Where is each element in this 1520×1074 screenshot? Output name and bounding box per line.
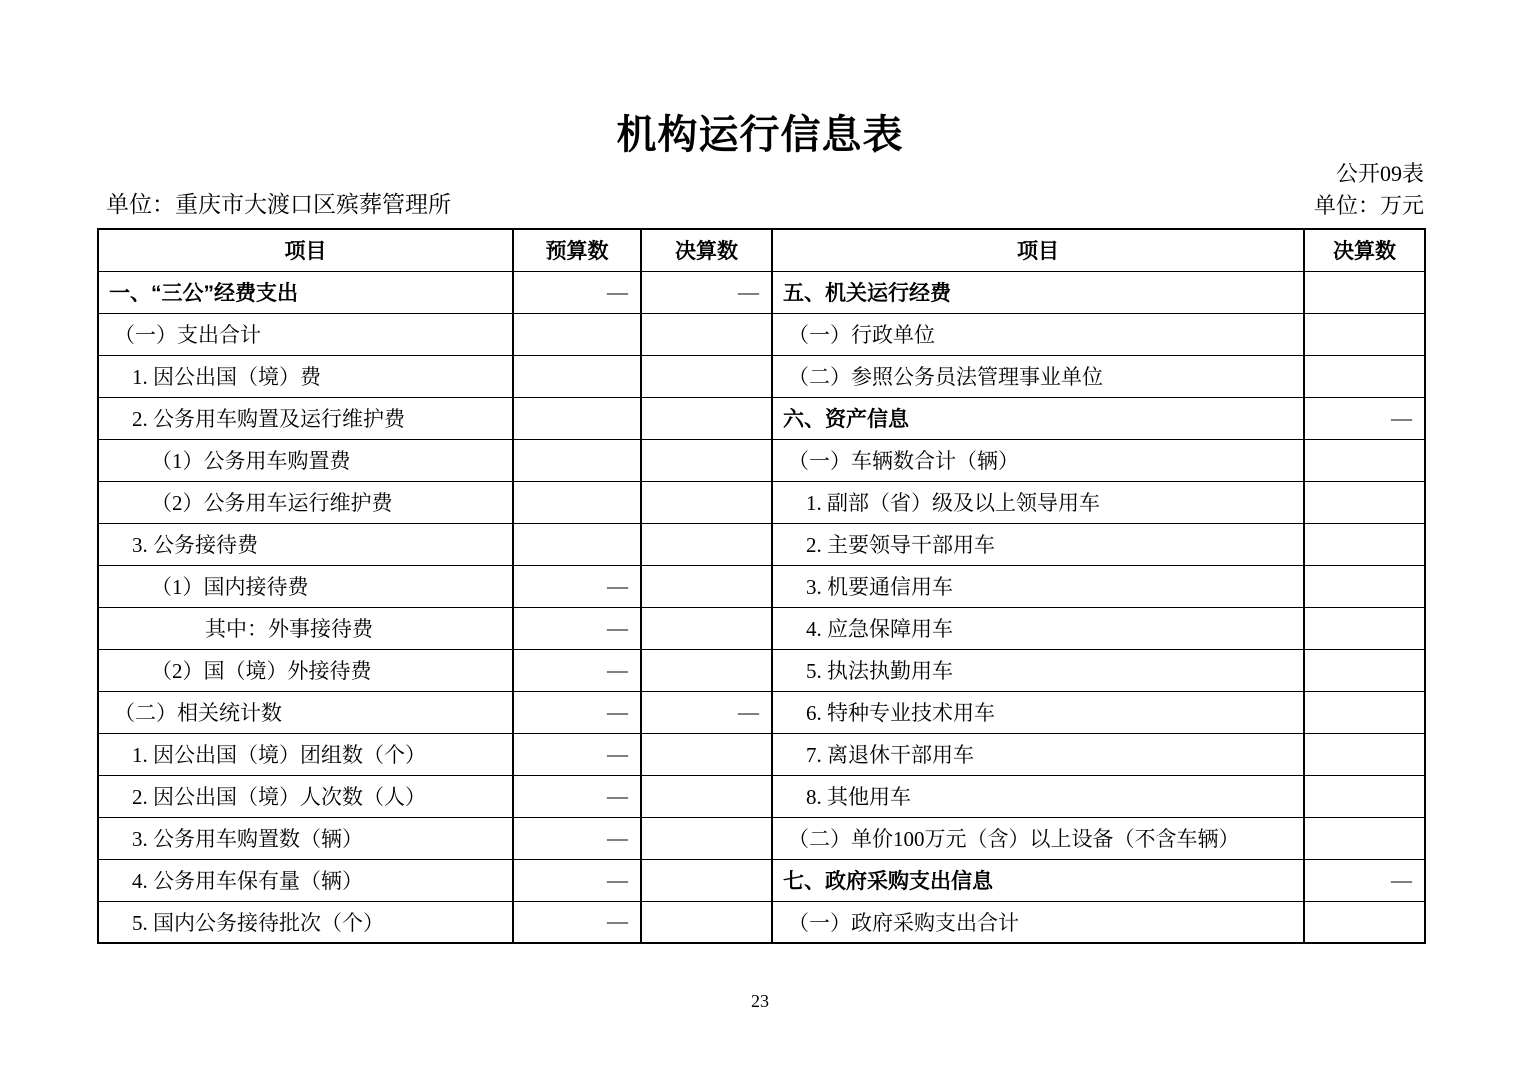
row-label: （二）参照公务员法管理事业单位 [772,355,1304,397]
final-value [1304,271,1425,313]
table-row [98,817,1425,859]
final-value [1304,439,1425,481]
final-value [641,733,772,775]
row-label: 1. 因公出国（境）费 [98,355,513,397]
table-row [98,355,1425,397]
row-label: （2）公务用车运行维护费 [98,481,513,523]
final-value [641,481,772,523]
final-value [1304,649,1425,691]
budget-value: — [513,649,641,691]
row-label: 6. 特种专业技术用车 [772,691,1304,733]
final-value [1304,733,1425,775]
table-row [98,313,1425,355]
final-value [641,439,772,481]
form-meta [1314,158,1424,222]
col-header-item-left: 项目 [98,229,513,271]
final-value: — [641,691,772,733]
row-label: （2）国（境）外接待费 [98,649,513,691]
row-label: 1. 因公出国（境）团组数（个） [98,733,513,775]
budget-value [513,397,641,439]
table-row [98,733,1425,775]
final-value [641,607,772,649]
final-value [641,817,772,859]
table-header-row [98,229,1425,271]
table-row [98,649,1425,691]
row-label: （一）行政单位 [772,313,1304,355]
row-label: 2. 主要领导干部用车 [772,523,1304,565]
row-label: （一）车辆数合计（辆） [772,439,1304,481]
row-label: 其中：外事接待费 [98,607,513,649]
budget-value [513,481,641,523]
budget-value: — [513,817,641,859]
final-value: — [1304,397,1425,439]
final-value [1304,481,1425,523]
final-value [1304,901,1425,943]
final-value [1304,775,1425,817]
final-value [1304,691,1425,733]
final-value [1304,355,1425,397]
row-label: 1. 副部（省）级及以上领导用车 [772,481,1304,523]
table-row [98,523,1425,565]
row-label: （1）国内接待费 [98,565,513,607]
row-label: （二）单价100万元（含）以上设备（不含车辆） [772,817,1304,859]
final-value [641,397,772,439]
row-label: 5. 执法执勤用车 [772,649,1304,691]
info-table [97,228,1426,944]
row-label: 一、“三公”经费支出 [98,271,513,313]
budget-value [513,523,641,565]
table-row [98,271,1425,313]
table-row [98,691,1425,733]
budget-value: — [513,691,641,733]
col-header-item-right: 项目 [772,229,1304,271]
final-value [641,901,772,943]
table-row [98,607,1425,649]
table-row [98,397,1425,439]
final-value [1304,523,1425,565]
budget-value: — [513,775,641,817]
row-label: （一）支出合计 [98,313,513,355]
row-label: 7. 离退休干部用车 [772,733,1304,775]
table-row [98,859,1425,901]
row-label: 2. 公务用车购置及运行维护费 [98,397,513,439]
final-value [641,775,772,817]
reporting-unit-label: 单位：重庆市大渡口区殡葬管理所 [106,192,451,217]
budget-value [513,355,641,397]
row-label: 3. 公务用车购置数（辆） [98,817,513,859]
unit-of-measure: 单位：万元 [1313,193,1424,218]
table-row [98,565,1425,607]
budget-value: — [513,859,641,901]
table-row [98,481,1425,523]
row-label: 8. 其他用车 [772,775,1304,817]
budget-value [513,313,641,355]
row-label: （二）相关统计数 [98,691,513,733]
row-label: 五、机关运行经费 [772,271,1304,313]
budget-value: — [513,607,641,649]
final-value [641,355,772,397]
final-value [641,649,772,691]
row-label: 七、政府采购支出信息 [772,859,1304,901]
col-header-final-right: 决算数 [1304,229,1425,271]
page-title: 机构运行信息表 [616,113,904,157]
row-label: （1）公务用车购置费 [98,439,513,481]
budget-value: — [513,271,641,313]
final-value: — [1304,859,1425,901]
col-header-final-left: 决算数 [641,229,772,271]
final-value [1304,565,1425,607]
table-row [98,901,1425,943]
final-value [641,565,772,607]
final-value [641,313,772,355]
page-number: 23 [751,991,769,1011]
row-label: 3. 机要通信用车 [772,565,1304,607]
budget-value [513,439,641,481]
row-label: 2. 因公出国（境）人次数（人） [98,775,513,817]
row-label: 3. 公务接待费 [98,523,513,565]
row-label: 4. 应急保障用车 [772,607,1304,649]
budget-value: — [513,733,641,775]
table-row [98,775,1425,817]
budget-value: — [513,901,641,943]
final-value [1304,607,1425,649]
col-header-budget: 预算数 [513,229,641,271]
final-value: — [641,271,772,313]
final-value [1304,817,1425,859]
form-number: 公开09表 [1335,161,1424,186]
final-value [641,523,772,565]
budget-value: — [513,565,641,607]
row-label: 5. 国内公务接待批次（个） [98,901,513,943]
final-value [1304,313,1425,355]
row-label: （一）政府采购支出合计 [772,901,1304,943]
row-label: 六、资产信息 [772,397,1304,439]
row-label: 4. 公务用车保有量（辆） [98,859,513,901]
table-row [98,439,1425,481]
final-value [641,859,772,901]
